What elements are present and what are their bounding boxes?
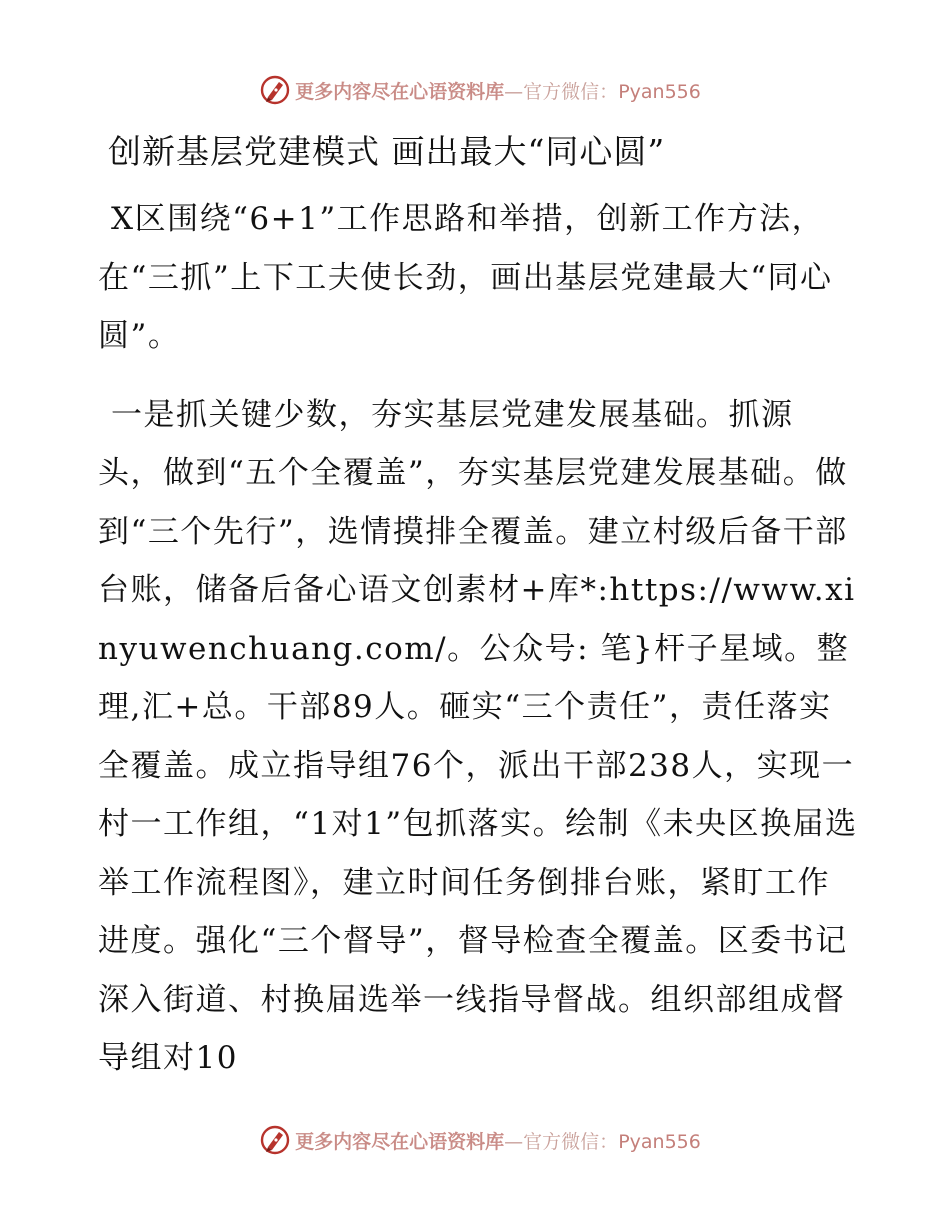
banner-wechat-label: 官方微信： bbox=[523, 80, 619, 103]
banner-wechat-label: 官方微信： bbox=[523, 1130, 619, 1153]
banner-separator: — bbox=[504, 80, 524, 103]
banner-slogan: 更多内容尽在心语资料库 bbox=[295, 80, 505, 103]
paragraph-intro: X区围绕“6+1”工作思路和举措，创新工作方法，在“三抓”上下工夫使长劲，画出基层党建最大“同心圆”。 bbox=[98, 201, 833, 354]
header-banner bbox=[0, 70, 950, 110]
footer-banner bbox=[0, 1120, 950, 1160]
pen-logo-icon bbox=[259, 74, 291, 106]
document-title: 创新基层党建模式 画出最大“同心圆” bbox=[108, 132, 666, 171]
banner-text bbox=[295, 1127, 701, 1154]
document-body bbox=[98, 190, 858, 1088]
pen-logo-icon bbox=[259, 1124, 291, 1156]
banner-wechat-id: Pyan556 bbox=[618, 1130, 701, 1153]
banner-text bbox=[295, 77, 701, 104]
paragraph-point-one: 一是抓关键少数，夯实基层党建发展基础。抓源头，做到“五个全覆盖”，夯实基层党建发展基础。做到“三个先行”，选情摸排全覆盖。建立村级后备干部台账，储备后备心语文创素材+库*:https://www.xinyuwenchuang.com/。公众号: 笔}杆子星域。整理,汇+总。干部89人。砸实“三个责任”，责任落实全覆盖。成立指导组76个，派出干部238人，实现一村一工作组，“1对1”包抓落实。绘制《未央区换届选举工作流程图》，建立时间任务倒排台账，紧盯工作进度。强化“三个督导”，督导检查全覆盖。区委书记深入街道、村换届选举一线指导督战。组织部组成督导组对10 bbox=[98, 396, 858, 1076]
banner-separator: — bbox=[504, 1130, 524, 1153]
banner-wechat-id: Pyan556 bbox=[618, 80, 701, 103]
banner-slogan: 更多内容尽在心语资料库 bbox=[295, 1130, 505, 1153]
